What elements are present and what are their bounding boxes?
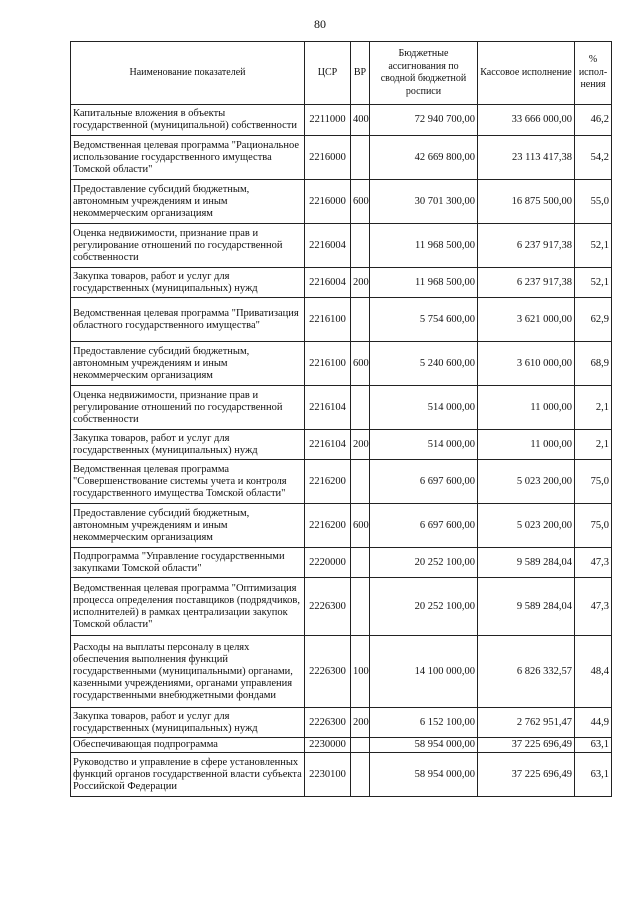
table-row — [71, 268, 612, 298]
row-vr-cell: 200 — [351, 430, 370, 460]
table-row — [71, 224, 612, 268]
row-vr-cell: 600 — [351, 342, 370, 386]
table-row — [71, 578, 612, 636]
table-row — [71, 342, 612, 386]
row-csr-cell: 2230000 — [305, 738, 351, 753]
row-csr-cell: 2230100 — [305, 753, 351, 797]
row-cash-cell: 23 113 417,38 — [478, 136, 575, 180]
row-name-cell: Подпрограмма "Управление государственными закупками Томской области" — [71, 548, 305, 578]
row-csr-cell: 2211000 — [305, 105, 351, 136]
table-row — [71, 708, 612, 738]
row-percent-cell: 63,1 — [575, 738, 612, 753]
header-budget: Бюджетные ассигнования по сводной бюджетной росписи — [370, 42, 478, 105]
row-percent-cell: 62,9 — [575, 298, 612, 342]
row-vr-cell: 200 — [351, 708, 370, 738]
row-cash-cell: 6 237 917,38 — [478, 268, 575, 298]
row-csr-cell: 2226300 — [305, 636, 351, 708]
row-cash-cell: 11 000,00 — [478, 386, 575, 430]
row-percent-cell: 54,2 — [575, 136, 612, 180]
row-csr-cell: 2226300 — [305, 578, 351, 636]
row-name-cell: Закупка товаров, работ и услуг для государственных (муниципальных) нужд — [71, 430, 305, 460]
row-vr-cell: 600 — [351, 180, 370, 224]
row-name-cell: Расходы на выплаты персоналу в целях обеспечения выполнения функций государственными (муниципальными) органами, казенными учреждениями, органами управления государственными внебюджетными фондами — [71, 636, 305, 708]
row-name-cell: Обеспечивающая подпрограмма — [71, 738, 305, 753]
row-percent-cell: 52,1 — [575, 268, 612, 298]
row-csr-cell: 2216104 — [305, 386, 351, 430]
row-vr-cell — [351, 298, 370, 342]
table-row — [71, 298, 612, 342]
row-name-cell: Ведомственная целевая программа "Рациональное использование государственного имущества Томской области" — [71, 136, 305, 180]
row-budget-cell: 58 954 000,00 — [370, 753, 478, 797]
row-cash-cell: 6 826 332,57 — [478, 636, 575, 708]
row-cash-cell: 11 000,00 — [478, 430, 575, 460]
row-name-cell: Руководство и управление в сфере установленных функций органов государственной власти субъекта Российской Федерации — [71, 753, 305, 797]
row-vr-cell — [351, 548, 370, 578]
row-percent-cell: 47,3 — [575, 578, 612, 636]
row-percent-cell: 75,0 — [575, 504, 612, 548]
table-body — [71, 105, 612, 797]
row-cash-cell: 3 621 000,00 — [478, 298, 575, 342]
row-budget-cell: 20 252 100,00 — [370, 548, 478, 578]
row-percent-cell: 63,1 — [575, 753, 612, 797]
row-budget-cell: 5 240 600,00 — [370, 342, 478, 386]
row-name-cell: Ведомственная целевая программа "Приватизация областного государственного имущества" — [71, 298, 305, 342]
row-budget-cell: 5 754 600,00 — [370, 298, 478, 342]
row-vr-cell — [351, 460, 370, 504]
row-budget-cell: 6 152 100,00 — [370, 708, 478, 738]
row-vr-cell — [351, 386, 370, 430]
header-vr: ВР — [351, 42, 370, 105]
row-name-cell: Оценка недвижимости, признание прав и регулирование отношений по государственной собственности — [71, 224, 305, 268]
row-cash-cell: 9 589 284,04 — [478, 548, 575, 578]
row-csr-cell: 2220000 — [305, 548, 351, 578]
row-vr-cell — [351, 136, 370, 180]
row-vr-cell — [351, 738, 370, 753]
row-budget-cell: 6 697 600,00 — [370, 504, 478, 548]
table-header — [71, 42, 612, 105]
row-budget-cell: 20 252 100,00 — [370, 578, 478, 636]
row-budget-cell: 14 100 000,00 — [370, 636, 478, 708]
table-row — [71, 180, 612, 224]
row-name-cell: Закупка товаров, работ и услуг для государственных (муниципальных) нужд — [71, 708, 305, 738]
header-percent: % испол-нения — [575, 42, 612, 105]
row-name-cell: Ведомственная целевая программа "Оптимизация процесса определения поставщиков (подрядчиков, исполнителей) в рамках централизации закупок Томской области" — [71, 578, 305, 636]
row-cash-cell: 33 666 000,00 — [478, 105, 575, 136]
row-csr-cell: 2216004 — [305, 224, 351, 268]
row-name-cell: Ведомственная целевая программа "Совершенствование системы учета и контроля государственного имущества Томской области" — [71, 460, 305, 504]
row-percent-cell: 2,1 — [575, 386, 612, 430]
row-vr-cell — [351, 224, 370, 268]
row-cash-cell: 9 589 284,04 — [478, 578, 575, 636]
row-csr-cell: 2216100 — [305, 298, 351, 342]
row-percent-cell: 75,0 — [575, 460, 612, 504]
table-row — [71, 504, 612, 548]
row-percent-cell: 52,1 — [575, 224, 612, 268]
row-cash-cell: 3 610 000,00 — [478, 342, 575, 386]
row-name-cell: Закупка товаров, работ и услуг для государственных (муниципальных) нужд — [71, 268, 305, 298]
table-row — [71, 430, 612, 460]
row-cash-cell: 2 762 951,47 — [478, 708, 575, 738]
row-vr-cell: 400 — [351, 105, 370, 136]
table-row — [71, 738, 612, 753]
row-budget-cell: 11 968 500,00 — [370, 224, 478, 268]
row-budget-cell: 11 968 500,00 — [370, 268, 478, 298]
table-row — [71, 105, 612, 136]
row-name-cell: Предоставление субсидий бюджетным, автономным учреждениям и иным некоммерческим организациям — [71, 180, 305, 224]
row-name-cell: Предоставление субсидий бюджетным, автономным учреждениям и иным некоммерческим организациям — [71, 342, 305, 386]
row-csr-cell: 2216000 — [305, 180, 351, 224]
page-number: 80 — [314, 17, 326, 31]
row-percent-cell: 47,3 — [575, 548, 612, 578]
row-vr-cell: 100 — [351, 636, 370, 708]
row-cash-cell: 37 225 696,49 — [478, 738, 575, 753]
row-budget-cell: 30 701 300,00 — [370, 180, 478, 224]
row-cash-cell: 37 225 696,49 — [478, 753, 575, 797]
row-percent-cell: 68,9 — [575, 342, 612, 386]
row-budget-cell: 58 954 000,00 — [370, 738, 478, 753]
row-percent-cell: 55,0 — [575, 180, 612, 224]
row-percent-cell: 2,1 — [575, 430, 612, 460]
row-name-cell: Капитальные вложения в объекты государственной (муниципальной) собственности — [71, 105, 305, 136]
table-row — [71, 460, 612, 504]
row-budget-cell: 514 000,00 — [370, 386, 478, 430]
table-row — [71, 386, 612, 430]
table-row — [71, 753, 612, 797]
row-vr-cell — [351, 578, 370, 636]
row-percent-cell: 48,4 — [575, 636, 612, 708]
row-csr-cell: 2216104 — [305, 430, 351, 460]
table-row — [71, 636, 612, 708]
row-percent-cell: 44,9 — [575, 708, 612, 738]
row-csr-cell: 2216100 — [305, 342, 351, 386]
row-csr-cell: 2226300 — [305, 708, 351, 738]
row-csr-cell: 2216004 — [305, 268, 351, 298]
row-csr-cell: 2216200 — [305, 504, 351, 548]
row-cash-cell: 5 023 200,00 — [478, 504, 575, 548]
header-name: Наименование показателей — [71, 42, 305, 105]
row-cash-cell: 16 875 500,00 — [478, 180, 575, 224]
row-cash-cell: 5 023 200,00 — [478, 460, 575, 504]
row-vr-cell: 600 — [351, 504, 370, 548]
row-name-cell: Оценка недвижимости, признание прав и регулирование отношений по государственной собственности — [71, 386, 305, 430]
table-row — [71, 548, 612, 578]
row-percent-cell: 46,2 — [575, 105, 612, 136]
row-budget-cell: 72 940 700,00 — [370, 105, 478, 136]
row-vr-cell: 200 — [351, 268, 370, 298]
row-csr-cell: 2216200 — [305, 460, 351, 504]
row-cash-cell: 6 237 917,38 — [478, 224, 575, 268]
table-row — [71, 136, 612, 180]
row-name-cell: Предоставление субсидий бюджетным, автономным учреждениям и иным некоммерческим организациям — [71, 504, 305, 548]
row-budget-cell: 6 697 600,00 — [370, 460, 478, 504]
row-vr-cell — [351, 753, 370, 797]
row-budget-cell: 514 000,00 — [370, 430, 478, 460]
budget-execution-table — [70, 41, 612, 797]
row-csr-cell: 2216000 — [305, 136, 351, 180]
header-csr: ЦСР — [305, 42, 351, 105]
header-cash: Кассовое исполнение — [478, 42, 575, 105]
row-budget-cell: 42 669 800,00 — [370, 136, 478, 180]
